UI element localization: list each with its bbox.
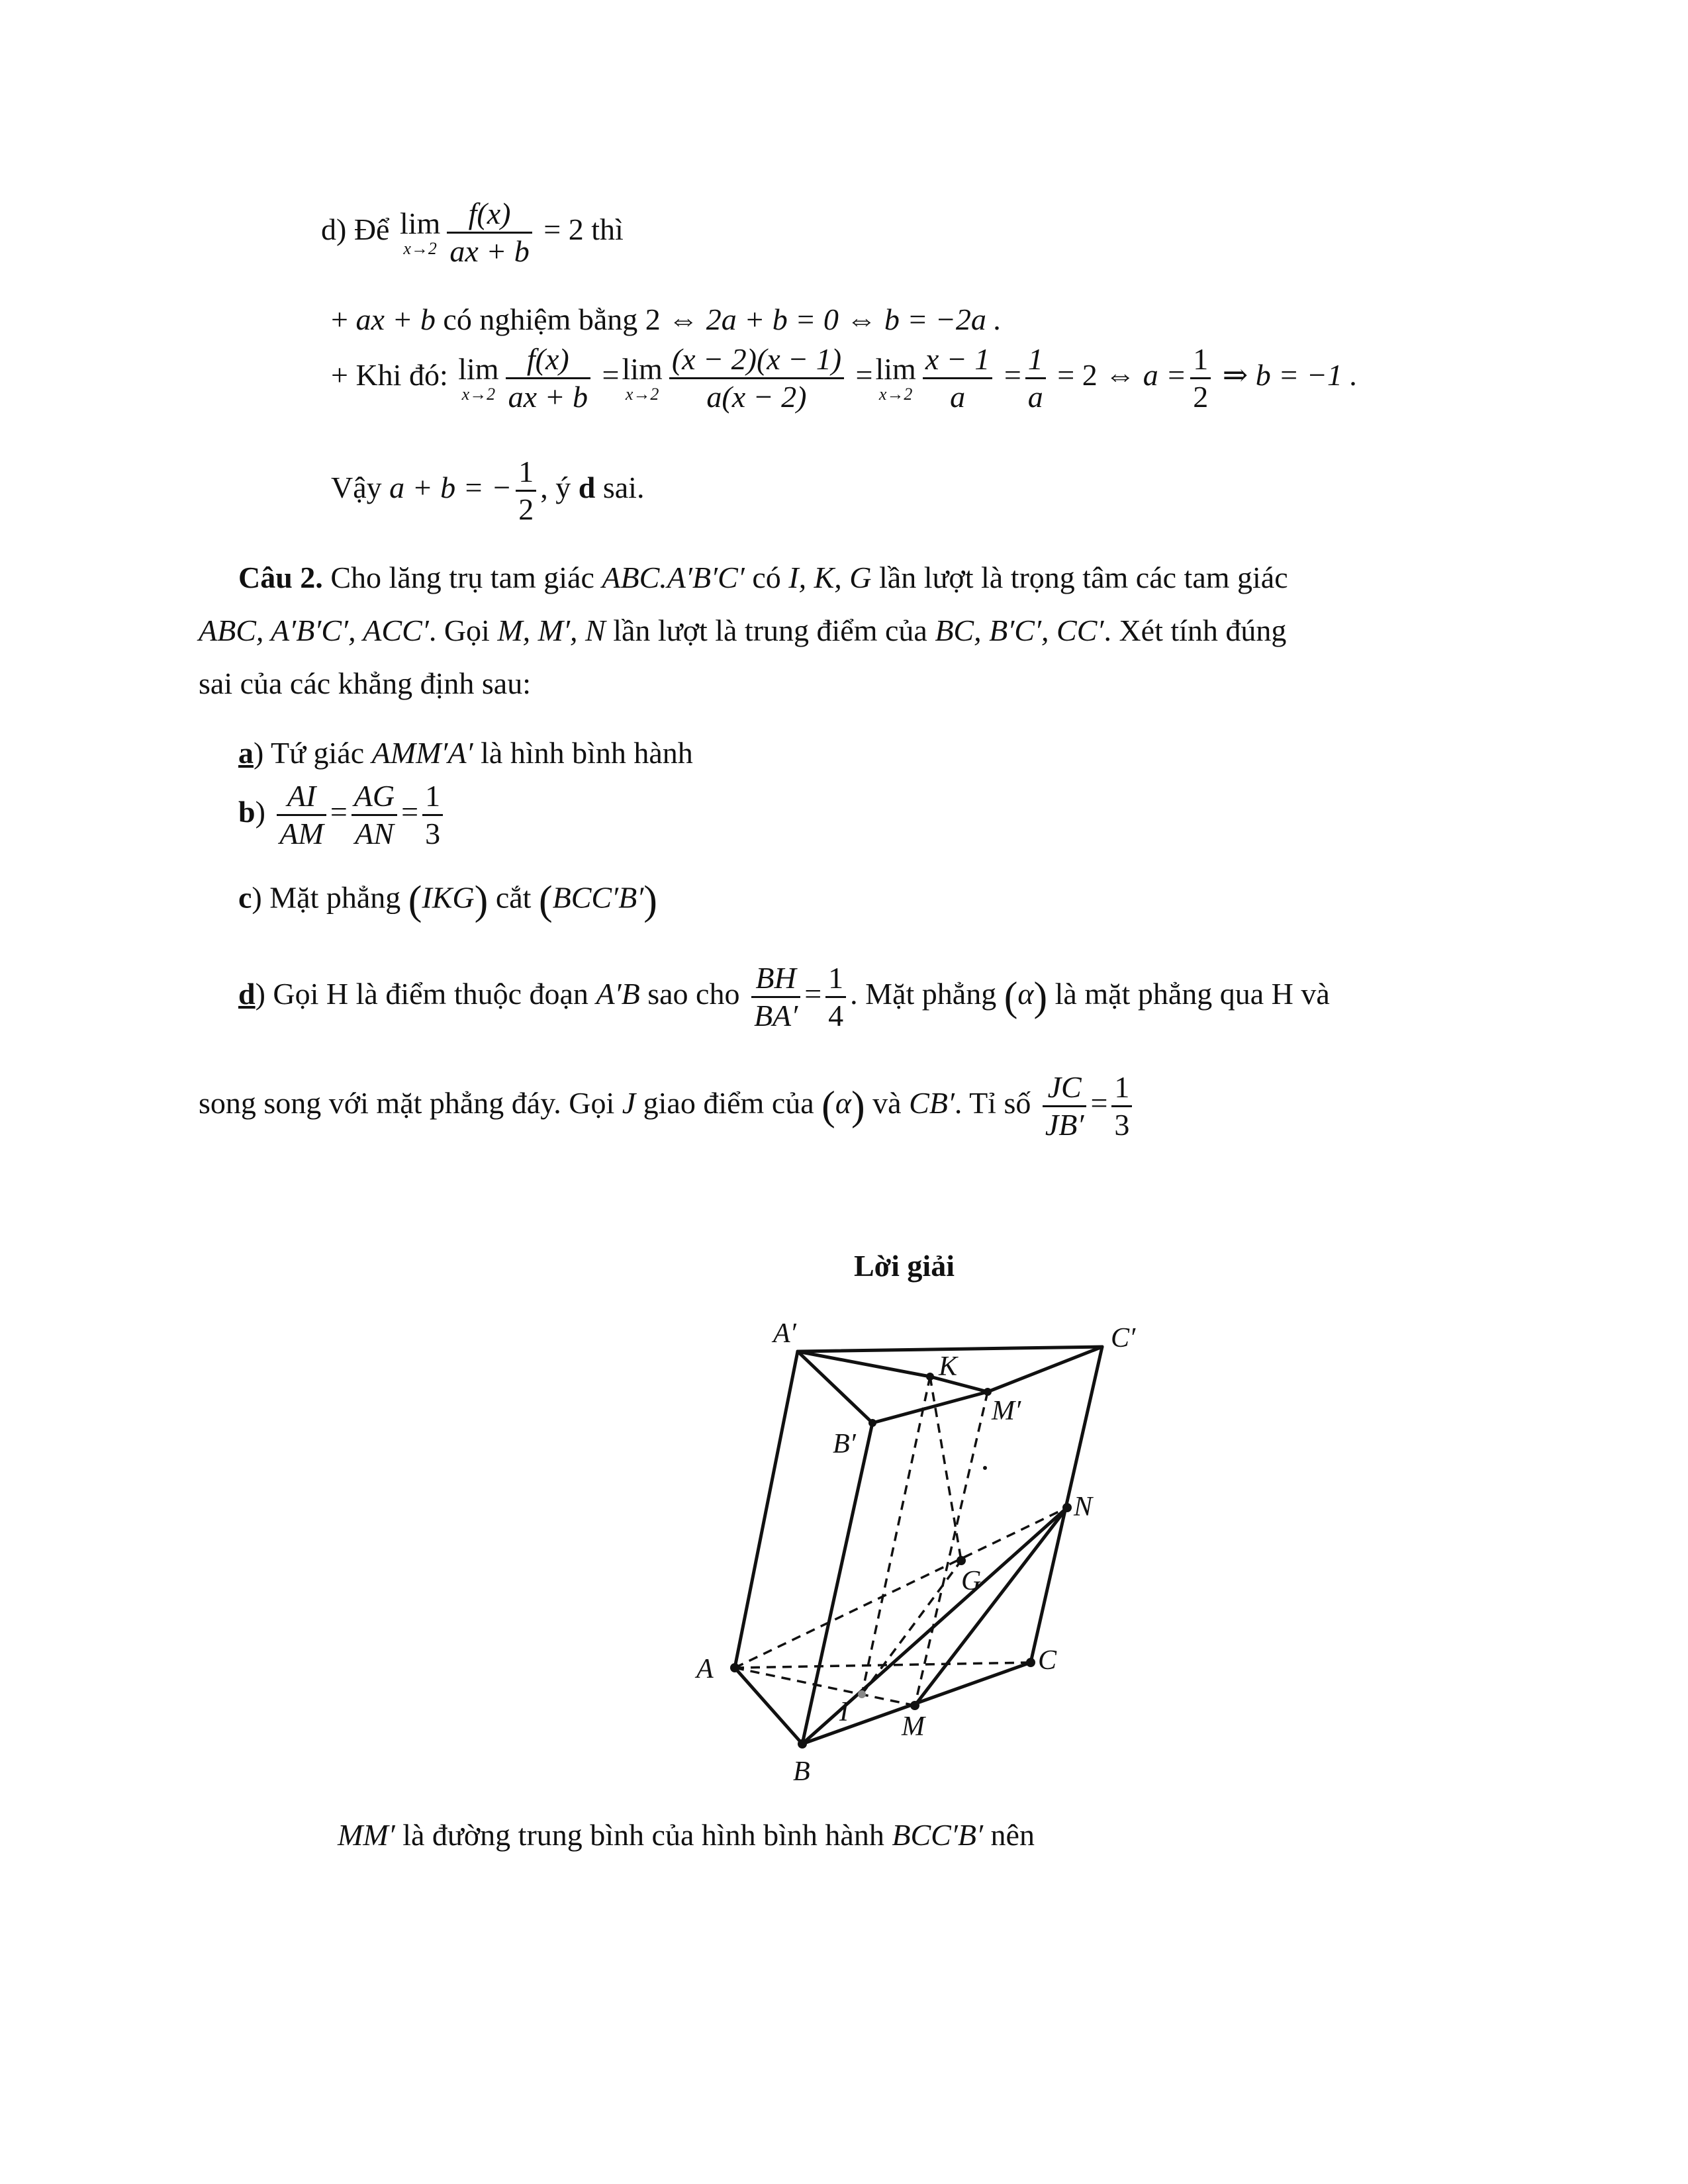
edge-a-b: [735, 1668, 802, 1744]
d-alpha2: α: [835, 1086, 851, 1120]
triangles: ABC, A′B′C′, ACC′: [199, 614, 429, 647]
cau2-text-f: . Xét tính đúng: [1103, 614, 1287, 647]
statement-c: c) Mặt phẳng (IKG) cắt (BCC′B′): [238, 878, 657, 923]
a-eq: a =: [1143, 358, 1187, 392]
frac-num: 1: [1190, 344, 1211, 379]
vay-word: Vậy: [331, 471, 382, 505]
frac-den: AM: [279, 817, 324, 850]
c-text2: cắt: [495, 880, 532, 915]
point-a: [730, 1663, 739, 1672]
label-B: B: [793, 1756, 810, 1787]
label-C-prime: C′: [1111, 1323, 1136, 1353]
tail: ⇒ b = −1 .: [1222, 358, 1358, 392]
d-seg: A′B: [596, 977, 640, 1011]
part-d-intro: d) Để: [321, 212, 390, 247]
frac-den: a: [1027, 380, 1043, 414]
label-A-prime: A′: [773, 1318, 796, 1349]
cau2-text-c: lần lượt là trọng tâm các tam giác: [879, 561, 1288, 594]
frac-den: ax + b: [508, 380, 588, 414]
vay-d: d: [578, 471, 596, 505]
frac-num: 1: [516, 457, 536, 492]
frac-den: a: [950, 380, 966, 414]
cau2-text-a: Cho lăng trụ tam giác: [330, 561, 594, 594]
label-N: N: [1074, 1492, 1093, 1522]
label-A: A: [696, 1654, 714, 1684]
point-i: [858, 1690, 866, 1698]
d-text3: . Mặt phẳng: [850, 977, 997, 1011]
edge-bprime-mprime: [872, 1392, 988, 1423]
plus-sign: +: [331, 302, 348, 336]
lim-sub: x→2: [878, 384, 913, 404]
point-b: [798, 1739, 807, 1749]
paren: ): [254, 736, 264, 770]
frac-den: 4: [828, 999, 844, 1032]
point-mprime: [984, 1388, 992, 1396]
d-line2-c: và: [872, 1086, 902, 1120]
edge-mprime-cprime: [988, 1347, 1102, 1392]
frac-den: a(x − 2): [706, 380, 807, 414]
c-plane2: BCC′B′: [552, 880, 644, 915]
vay-expr: a + b = −: [389, 471, 512, 505]
a-text2: là hình bình hành: [481, 736, 693, 770]
frac-num: 1: [1025, 344, 1046, 379]
statement-d-line2: song song với mặt phẳng đáy. Gọi J giao điểm của (α) và CB′. Tỉ số $\frac{JC}{JB'}$ = $\frac{1}{3}$: [199, 1072, 1136, 1140]
d-line2-d: . Tỉ số: [954, 1086, 1031, 1120]
frac-num: x − 1: [923, 344, 992, 379]
label-C: C: [1038, 1645, 1057, 1676]
point-c: [1026, 1658, 1035, 1667]
frac-num: BH: [751, 963, 800, 998]
point-g: [957, 1556, 966, 1565]
label-G: G: [961, 1566, 982, 1596]
label-B-prime: B′: [833, 1429, 856, 1459]
label-M-prime: M′: [992, 1396, 1021, 1426]
d-text2: sao cho: [647, 977, 740, 1011]
frac-den: 2: [518, 492, 534, 526]
frac-num: (x − 2)(x − 1): [669, 344, 844, 379]
label-b: b: [238, 795, 256, 829]
centroid-points: I, K, G: [788, 561, 872, 594]
d-CB: CB′: [909, 1086, 955, 1120]
label-d: d: [238, 977, 256, 1011]
edge-aprime-k: [798, 1351, 930, 1377]
d-alpha: α: [1017, 977, 1034, 1011]
label-c: c: [238, 880, 252, 915]
d-J: J: [622, 1086, 636, 1120]
prism-name: ABC.A′B′C′: [602, 561, 745, 594]
d-text1: Gọi H là điểm thuộc đoạn: [273, 977, 588, 1011]
lim-word: lim: [622, 351, 663, 386]
thi-word: thì: [591, 212, 624, 247]
line2-text: có nghiệm bằng 2: [443, 302, 661, 336]
question-title: Câu 2.: [238, 561, 323, 594]
lim-sub: x→2: [403, 238, 437, 258]
frac-num: 1: [1111, 1072, 1132, 1107]
d-text4: là mặt phẳng qua H và: [1055, 977, 1330, 1011]
frac-num: f(x): [506, 344, 590, 379]
label-M: M: [902, 1711, 925, 1742]
edge-aprime-a: [735, 1351, 798, 1668]
cau2-text-e: lần lượt là trung điểm của: [613, 614, 927, 647]
sol-tail: nên: [990, 1818, 1035, 1852]
frac-den: AN: [355, 817, 394, 850]
khi-do: + Khi đó:: [331, 358, 448, 392]
loi-giai: Lời giải: [854, 1249, 955, 1283]
line2-math: ⇔ 2a + b = 0 ⇔ b = −2a .: [668, 302, 1002, 336]
cau2-text-b: có: [752, 561, 781, 594]
cau2-text-d: . Gọi: [428, 614, 490, 647]
segments: BC, B′C′, CC′: [935, 614, 1104, 647]
lim-word: lim: [875, 351, 916, 386]
sol-math2: BCC′B′: [892, 1818, 984, 1852]
frac-den: JB′: [1045, 1108, 1084, 1142]
paren: ): [255, 795, 265, 829]
a-text1: Tứ giác: [271, 736, 365, 770]
paren: ): [252, 880, 262, 915]
lim-sub: x→2: [461, 384, 496, 404]
sol-text: là đường trung bình của hình bình hành: [402, 1818, 884, 1852]
expr-axb: ax + b: [355, 302, 436, 336]
frac-den: ax + b: [449, 234, 530, 268]
label-a: a: [238, 736, 254, 770]
frac-num: 1: [422, 781, 443, 816]
d-line2-b: giao điểm của: [643, 1086, 814, 1120]
frac-num: 1: [825, 963, 846, 998]
d-line2-a: song song với mặt phẳng đáy. Gọi: [199, 1086, 615, 1120]
part-d-line3: + Khi đó: lim x→2 $\frac{f(x)}{ax + b}$ = lim x→2 $\frac{(x - 2)(x - 1)}{a(x - 2)}$ = lim x→2 $\frac{x - 1}{a}$ = $\frac{1}{a}$ = 2 ⇔ a = $\frac{1}{2}$ ⇒ b = −1 .: [331, 342, 1358, 414]
solution-line1: [338, 1820, 1035, 1850]
point-bprime: [868, 1419, 876, 1427]
sol-math1: MM′: [338, 1818, 395, 1852]
statement-b: b) $\frac{AI}{AM}$ = $\frac{AG}{AN}$ = $\frac{1}{3}$: [238, 781, 447, 849]
frac-den: BA′: [753, 999, 798, 1032]
point-k: [926, 1373, 934, 1381]
point-n: [1062, 1503, 1072, 1512]
cau2-text-g: sai của các khẳng định sau:: [199, 666, 531, 700]
label-I: I: [839, 1697, 849, 1727]
frac-num: JC: [1043, 1072, 1087, 1107]
lim-word: lim: [399, 206, 441, 240]
c-plane1: IKG: [422, 880, 475, 915]
label-K: K: [939, 1351, 958, 1382]
vay-y: , ý: [540, 471, 571, 505]
frac-num: AG: [352, 781, 397, 816]
frac-den: 3: [1114, 1108, 1130, 1142]
statement-d: d) Gọi H là điểm thuộc đoạn A′B sao cho $\frac{BH}{BA'}$ = $\frac{1}{4}$ . Mặt phẳng (α) là mặt phẳng qua H và: [238, 961, 1330, 1032]
frac-den: 3: [425, 817, 441, 850]
eq-value: = 2: [543, 212, 584, 247]
vay-sai: sai.: [602, 471, 645, 505]
lim-word: lim: [458, 351, 499, 386]
eq2: = 2 ⇔: [1057, 358, 1136, 392]
c-text1: Mặt phẳng: [269, 880, 401, 915]
lim-sub: x→2: [625, 384, 659, 404]
point-m: [910, 1701, 919, 1710]
frac-den: 2: [1193, 380, 1209, 414]
a-math: AMM′A′: [371, 736, 473, 770]
dash-a-n: [735, 1508, 1067, 1668]
stray-dot: [983, 1466, 987, 1470]
paren: ): [255, 977, 265, 1011]
frac-num: AI: [277, 781, 326, 816]
edge-aprime-cprime: [798, 1347, 1102, 1351]
midpoints: M, M′, N: [497, 614, 606, 647]
frac-num: f(x): [447, 199, 532, 234]
